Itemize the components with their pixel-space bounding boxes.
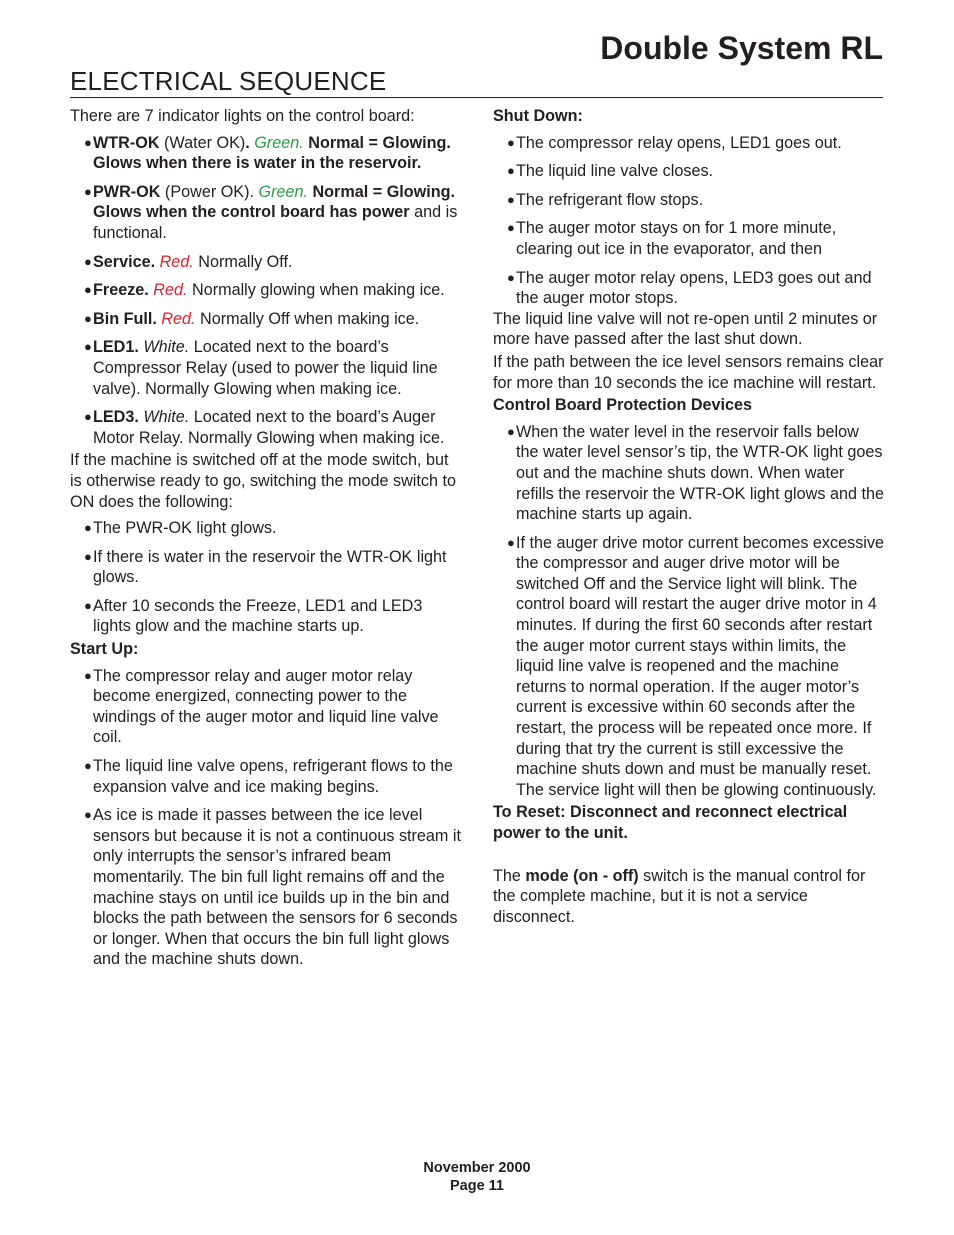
indicator-item (70, 133, 462, 174)
indicator-desc-bold: Normal = Glowing. Glows when there is water in the reservoir. (93, 133, 451, 173)
page-footer (0, 1159, 954, 1195)
list-item-text: When the water level in the reservoir falls below the water level sensor’s tip, the WTR-OK light goes out and the machine shuts down. When water refills the reservoir the WTR-OK light glows and the machine starts up again. (516, 422, 884, 524)
indicator-item (70, 252, 462, 273)
list-item (493, 190, 885, 211)
indicator-item (70, 182, 462, 244)
list-item (493, 161, 885, 182)
indicator-name: WTR-OK (93, 133, 160, 152)
bullet-icon: ● (84, 409, 92, 425)
led-color: White. (143, 338, 190, 357)
bullet-icon: ● (84, 548, 92, 564)
indicator-item (70, 280, 462, 301)
bullet-icon: ● (84, 282, 92, 298)
bullet-icon: ● (84, 807, 92, 823)
indicator-intro: There are 7 indicator lights on the control board: (70, 107, 415, 125)
list-item-text: As ice is made it passes between the ice level sensors but because it is not a continuous stream it only interrupts the sensor’s infrared beam momentarily. The bin full light remains off and the machine stays on until ice builds up in the bin and blocks the path between the sensors for 6 seconds or longer. When that occurs the bin full light glows and the machine shuts down. (93, 806, 462, 969)
bullet-icon: ● (84, 310, 92, 326)
indicator-color: Red. (153, 281, 188, 300)
indicator-color: Red. (161, 309, 196, 328)
indicator-desc: and is functional. (93, 203, 458, 242)
indicator-color: Green. (258, 182, 308, 201)
list-item (70, 596, 462, 637)
indicator-name: PWR-OK (93, 182, 161, 201)
bullet-icon: ● (84, 253, 92, 269)
indicator-color: Green. (254, 133, 304, 152)
led-name: LED3. (93, 408, 139, 427)
indicator-name: Freeze. (93, 281, 149, 300)
reset-note: To Reset: Disconnect and reconnect electrical power to the unit. (493, 803, 848, 842)
bullet-icon: ● (507, 423, 515, 439)
list-item (493, 533, 885, 801)
bullet-icon: ● (84, 758, 92, 774)
list-item-text: The auger motor stays on for 1 more minute, clearing out ice in the evaporator, and then (516, 219, 837, 258)
section-title: ELECTRICAL SEQUENCE (70, 66, 387, 96)
indicator-desc-bold: Normal = Glowing. Glows when the control board has power (93, 182, 456, 222)
list-item (493, 133, 885, 154)
indicator-desc: Normally Off. (193, 252, 293, 271)
indicator-color: Red. (159, 252, 194, 271)
mode-switch-paragraph: If the machine is switched off at the mode switch, but is otherwise ready to go, switching the mode switch to ON does the following: (70, 451, 456, 511)
bullet-icon: ● (84, 597, 92, 613)
list-item-text: If the auger drive motor current becomes excessive the compressor and auger drive motor will be switched Off and the Service light will blink. The control board will restart the auger drive motor in 4 minutes. If during the first 60 seconds after restart the auger motor current stays within limits, the liquid line valve is reopened and the machine returns to normal operation. If the auger motor’s current is excessive within 60 seconds after the restart, the process will be repeated once more. If during that try the current is still excessive the machine shuts down and must be manually reset. The service light will then be glowing continuously. (516, 533, 884, 799)
bullet-icon: ● (507, 269, 515, 285)
page-title: Double System RL (600, 30, 883, 66)
list-item (493, 268, 885, 309)
protection-heading: Control Board Protection Devices (493, 396, 753, 415)
list-item (70, 547, 462, 588)
mode-note-suffix: switch is the manual control for the complete machine, but it is not a service disconnect. (493, 866, 866, 926)
right-column (493, 106, 885, 927)
indicator-desc: Normally Off when making ice. (195, 309, 420, 328)
list-item-text: The liquid line valve closes. (516, 162, 714, 181)
list-item-text: After 10 seconds the Freeze, LED1 and LED3 lights glow and the machine starts up. (93, 596, 423, 636)
indicator-name: Bin Full. (93, 309, 157, 328)
bullet-icon: ● (507, 534, 515, 550)
indicator-dot: . (245, 133, 255, 152)
footer-page-number: Page 11 (449, 1178, 504, 1194)
mode-note-bold: mode (on - off) (525, 866, 639, 885)
list-item (70, 666, 462, 748)
list-item (70, 805, 462, 970)
bullet-icon: ● (507, 191, 515, 207)
list-item-text: The auger motor relay opens, LED3 goes out and the auger motor stops. (516, 268, 872, 308)
bullet-icon: ● (84, 667, 92, 683)
led-desc: Located next to the board’s Auger Motor Relay. Normally Glowing when making ice. (93, 408, 445, 447)
list-item-text: The PWR-OK light glows. (93, 519, 277, 538)
list-item-text: The refrigerant flow stops. (516, 190, 704, 209)
list-item-text: If there is water in the reservoir the WTR-OK light glows. (93, 547, 447, 587)
header-divider (70, 97, 883, 98)
footer-date: November 2000 (423, 1160, 531, 1176)
startup-heading: Start Up: (70, 640, 139, 659)
led-name: LED1. (93, 338, 139, 357)
mode-note-prefix: The (493, 866, 526, 885)
led-color: White. (143, 408, 190, 427)
indicator-paren: (Water OK) (159, 133, 246, 152)
bullet-icon: ● (84, 183, 92, 199)
led-desc: Located next to the board’s Compressor Relay (used to power the liquid line valve). Normally Glowing when making ice. (93, 338, 438, 398)
list-item (70, 756, 462, 797)
led-item (70, 407, 462, 448)
bullet-icon: ● (84, 339, 92, 355)
mode-note (493, 866, 885, 928)
restart-paragraph: If the path between the ice level sensors remains clear for more than 10 seconds the ice machine will restart. (493, 352, 884, 392)
bullet-icon: ● (84, 134, 92, 150)
indicator-item (70, 309, 462, 330)
led-item (70, 337, 462, 399)
list-item-text: The compressor relay opens, LED1 goes out. (516, 133, 842, 152)
left-column (70, 106, 462, 970)
shutdown-heading: Shut Down: (493, 107, 583, 125)
list-item-text: The compressor relay and auger motor relay become energized, connecting power to the windings of the auger motor and liquid line valve coil. (93, 666, 439, 747)
bullet-icon: ● (507, 220, 515, 236)
indicator-name: Service. (93, 252, 156, 271)
indicator-desc: Normally glowing when making ice. (187, 281, 445, 300)
indicator-paren: (Power OK). (160, 182, 259, 201)
bullet-icon: ● (507, 163, 515, 179)
reopen-paragraph: The liquid line valve will not re-open until 2 minutes or more have passed after the last shut down. (493, 309, 878, 349)
list-item-text: The liquid line valve opens, refrigerant flows to the expansion valve and ice making begins. (93, 757, 453, 796)
bullet-icon: ● (84, 520, 92, 536)
list-item (70, 518, 462, 539)
list-item (493, 218, 885, 259)
bullet-icon: ● (507, 134, 515, 150)
list-item (493, 422, 885, 525)
